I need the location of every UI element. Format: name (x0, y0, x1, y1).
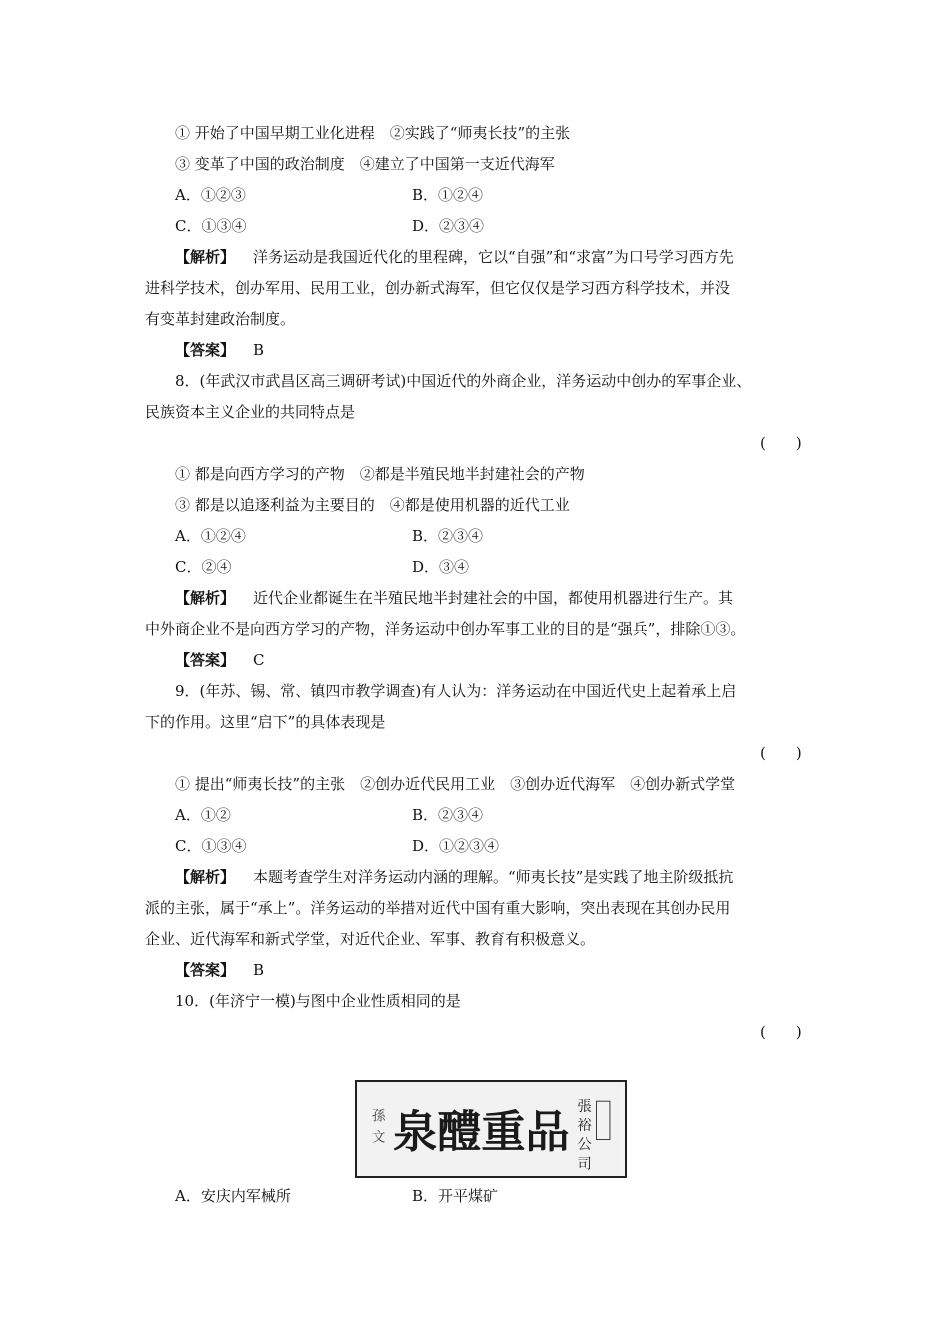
plaque-right-char-1: 張 (577, 1098, 592, 1115)
q9-stem-line-2: 下的作用。这里“启下”的具体表现是 (145, 713, 386, 731)
q8-answer-blank: ( ) (760, 434, 802, 452)
q7-analysis-line-3: 有变革封建政治制度。 (145, 310, 296, 328)
calligraphy-plaque-image (355, 1080, 627, 1178)
q9-analysis-line-3: 企业、近代海军和新式学堂，对近代企业、军事、教育有积极意义。 (145, 930, 596, 948)
plaque-right-char-3: 公 (577, 1137, 592, 1154)
analysis-text: 近代企业都诞生在半殖民地半封建社会的中国，都使用机器进行生产。其 (253, 589, 734, 607)
q7-analysis-line-1 (175, 247, 734, 267)
q10-option-a: A．安庆内军械所 (175, 1187, 291, 1205)
answer-tag: 【答案】 (175, 961, 236, 979)
q7-analysis-line-2: 进科学技术，创办军用、民用工业，创办新式海军，但它仅仅是学习西方科学技术，并没 (145, 279, 731, 297)
q7-option-a: A．①②③ (175, 186, 246, 204)
q8-option-b: B．②③④ (412, 527, 484, 545)
q8-statement-1: ① 都是向西方学习的产物 ②都是半殖民地半封建社会的产物 (175, 465, 585, 483)
q7-option-c: C．①③④ (175, 217, 247, 235)
q8-analysis-line-1 (175, 588, 733, 608)
q8-option-a: A．①②④ (175, 527, 246, 545)
q8-option-c: C．②④ (175, 558, 232, 576)
answer-tag: 【答案】 (175, 341, 236, 359)
q8-answer (175, 650, 265, 670)
q9-answer (175, 960, 264, 980)
q9-statement-1: ① 提出“师夷长技”的主张 ②创办近代民用工业 ③创办近代海军 ④创办新式学堂 (175, 775, 736, 793)
analysis-text: 本题考查学生对洋务运动内涵的理解。“师夷长技”是实践了地主阶级抵抗 (253, 868, 734, 886)
q8-option-d: D．③④ (412, 558, 470, 576)
q7-statement-2: ③ 变革了中国的政治制度 ④建立了中国第一支近代海军 (175, 155, 555, 173)
q8-stem-line-2: 民族资本主义企业的共同特点是 (145, 403, 356, 421)
q8-analysis-line-2: 中外商企业不是向西方学习的产物，洋务运动中创办军事工业的目的是“强兵”，排除①③。 (145, 620, 746, 638)
q9-option-d: D．①②③④ (412, 837, 500, 855)
plaque-right-char-4: 司 (577, 1156, 592, 1173)
q10-answer-blank: ( ) (760, 1023, 802, 1041)
q10-option-b: B．开平煤矿 (412, 1187, 499, 1205)
q9-answer-blank: ( ) (760, 744, 802, 762)
q9-option-b: B．②③④ (412, 806, 484, 824)
q9-option-a: A．①② (175, 806, 231, 824)
plaque-main-calligraphy: 泉醴重品 (393, 1107, 570, 1159)
plaque-left-signature-1: 孫 (372, 1109, 386, 1125)
q9-analysis-line-1 (175, 867, 733, 887)
answer-tag: 【答案】 (175, 651, 236, 669)
q7-option-d: D．②③④ (412, 217, 485, 235)
analysis-tag: 【解析】 (175, 589, 236, 607)
q9-option-c: C．①③④ (175, 837, 247, 855)
answer-value: C (253, 651, 265, 669)
analysis-tag: 【解析】 (175, 868, 236, 886)
answer-value: B (253, 341, 265, 359)
answer-value: B (253, 961, 265, 979)
plaque-left-signature-2: 文 (372, 1130, 386, 1146)
analysis-text: 洋务运动是我国近代化的里程碑，它以“自强”和“求富”为口号学习西方先 (253, 248, 734, 266)
q7-answer (175, 340, 264, 360)
q9-stem-line-1: 9．(年苏、锡、常、镇四市教学调查)有人认为：洋务运动在中国近代史上起着承上启 (175, 682, 737, 700)
q8-statement-2: ③ 都是以追逐利益为主要目的 ④都是使用机器的近代工业 (175, 496, 570, 514)
q7-statement-1: ① 开始了中国早期工业化进程 ②实践了“师夷长技”的主张 (175, 124, 571, 142)
q10-stem: 10．(年济宁一模)与图中企业性质相同的是 (175, 992, 461, 1010)
q8-stem-line-1: 8．(年武汉市武昌区高三调研考试)中国近代的外商企业，洋务运动中创办的军事企业、 (175, 372, 752, 390)
plaque-right-char-2: 裕 (577, 1117, 592, 1134)
q7-option-b: B．①②④ (412, 186, 484, 204)
q9-analysis-line-2: 派的主张，属于“承上”。洋务运动的举措对近代中国有重大影响，突出表现在其创办民用 (145, 899, 731, 917)
analysis-tag: 【解析】 (175, 248, 236, 266)
